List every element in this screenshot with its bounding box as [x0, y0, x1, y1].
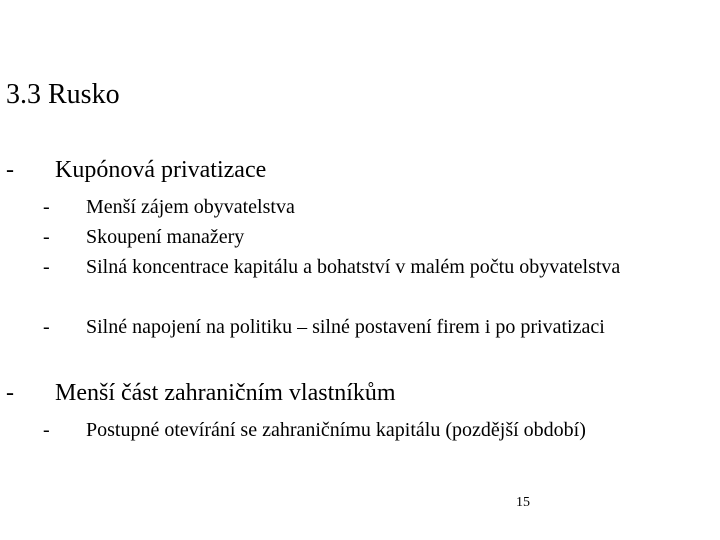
slide-title: 3.3 Rusko: [6, 79, 120, 110]
sub-bullet-marker: -: [43, 196, 50, 218]
sub-bullet-marker: -: [43, 226, 50, 248]
sub-bullet-text: Menší zájem obyvatelstva: [86, 196, 295, 218]
sub-bullet-text: Skoupení manažery: [86, 226, 245, 248]
page-number: 15: [516, 495, 530, 510]
bullet-text: Kupónová privatizace: [55, 157, 267, 183]
sub-bullet-marker: -: [43, 256, 50, 278]
sub-bullet-marker: -: [43, 419, 50, 441]
sub-bullet-text: Silná koncentrace kapitálu a bohatství v malém počtu obyvatelstva: [86, 256, 621, 278]
sub-bullet-marker: -: [43, 316, 50, 338]
sub-bullet-text: Postupné otevírání se zahraničnímu kapitálu (pozdější období): [86, 419, 586, 441]
bullet-marker: -: [6, 380, 14, 406]
sub-bullet-text: Silné napojení na politiku – silné postavení firem i po privatizaci: [86, 316, 605, 338]
bullet-marker: -: [6, 157, 14, 183]
bullet-text: Menší část zahraničním vlastníkům: [55, 380, 396, 406]
